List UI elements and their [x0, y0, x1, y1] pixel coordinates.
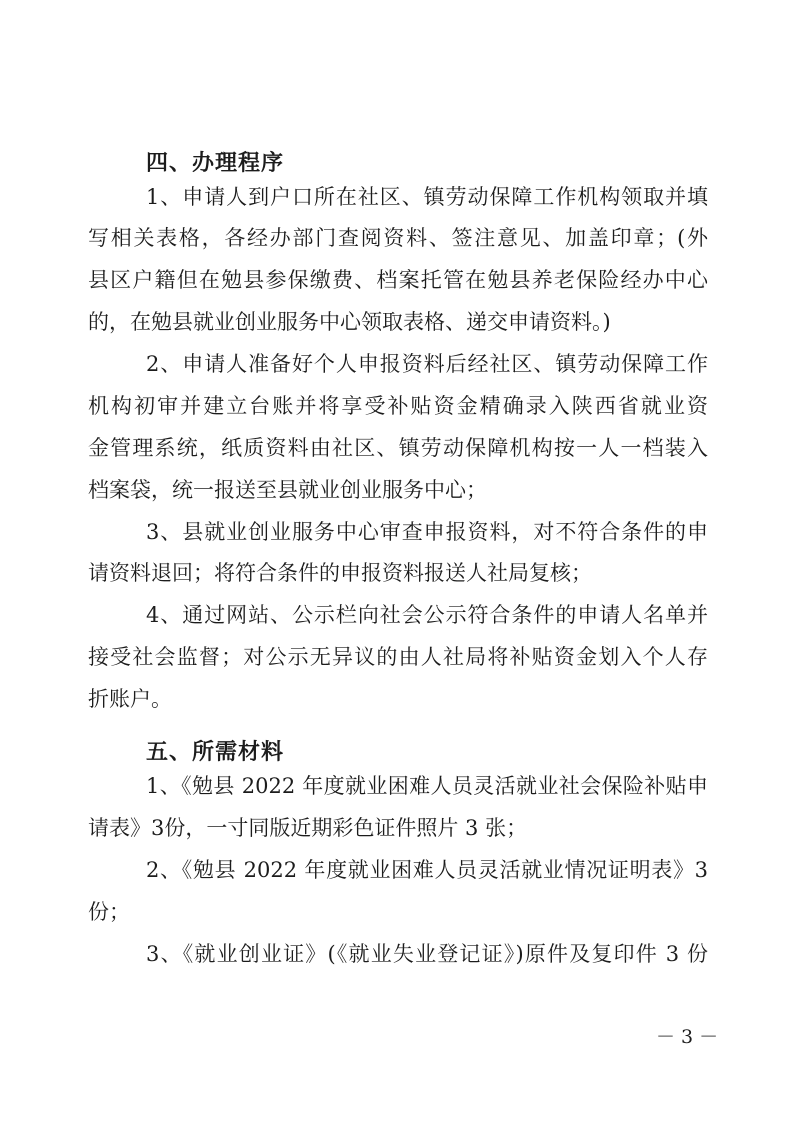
paragraph-line: 份； [88, 900, 130, 924]
paragraph-line: 折账户。 [88, 687, 172, 711]
paragraph-line: 1、《勉县 2022 年度就业困难人员灵活就业社会保险补贴申 [146, 774, 708, 798]
paragraph-line: 金管理系统，纸质资料由社区、镇劳动保障机构按一人一档装入 [88, 436, 708, 460]
paragraph-line: 1、申请人到户口所在社区、镇劳动保障工作机构领取并填 [146, 185, 708, 209]
page-number: － 3 － [656, 1026, 719, 1048]
section-heading-materials: 五、所需材料 [146, 740, 285, 765]
paragraph-line: 写相关表格，各经办部门查阅资料、签注意见、加盖印章；(外 [88, 226, 708, 250]
paragraph-line: 接受社会监督；对公示无异议的由人社局将补贴资金划入个人存 [88, 645, 708, 669]
paragraph-line: 3、《就业创业证》(《就业失业登记证》)原件及复印件 3 份 [146, 942, 708, 966]
paragraph-line: 4、通过网站、公示栏向社会公示符合条件的申请人名单并 [146, 603, 708, 627]
paragraph-line: 3、县就业创业服务中心审查申报资料，对不符合条件的申 [146, 520, 708, 544]
paragraph-line: 机构初审并建立台账并将享受补贴资金精确录入陕西省就业资 [88, 394, 708, 418]
paragraph-line: 2、《勉县 2022 年度就业困难人员灵活就业情况证明表》3 [146, 858, 708, 882]
paragraph-line: 县区户籍但在勉县参保缴费、档案托管在勉县养老保险经办中心 [88, 268, 708, 292]
section-heading-procedure: 四、办理程序 [146, 151, 285, 176]
paragraph-line: 的，在勉县就业创业服务中心领取表格、递交申请资料。) [88, 310, 611, 334]
paragraph-line: 请资料退回；将符合条件的申报资料报送人社局复核； [88, 561, 592, 585]
paragraph-line: 请表》3份，一寸同版近期彩色证件照片 3 张； [88, 816, 528, 840]
paragraph-line: 档案袋，统一报送至县就业创业服务中心； [88, 478, 487, 502]
paragraph-line: 2、申请人准备好个人申报资料后经社区、镇劳动保障工作 [146, 352, 708, 376]
